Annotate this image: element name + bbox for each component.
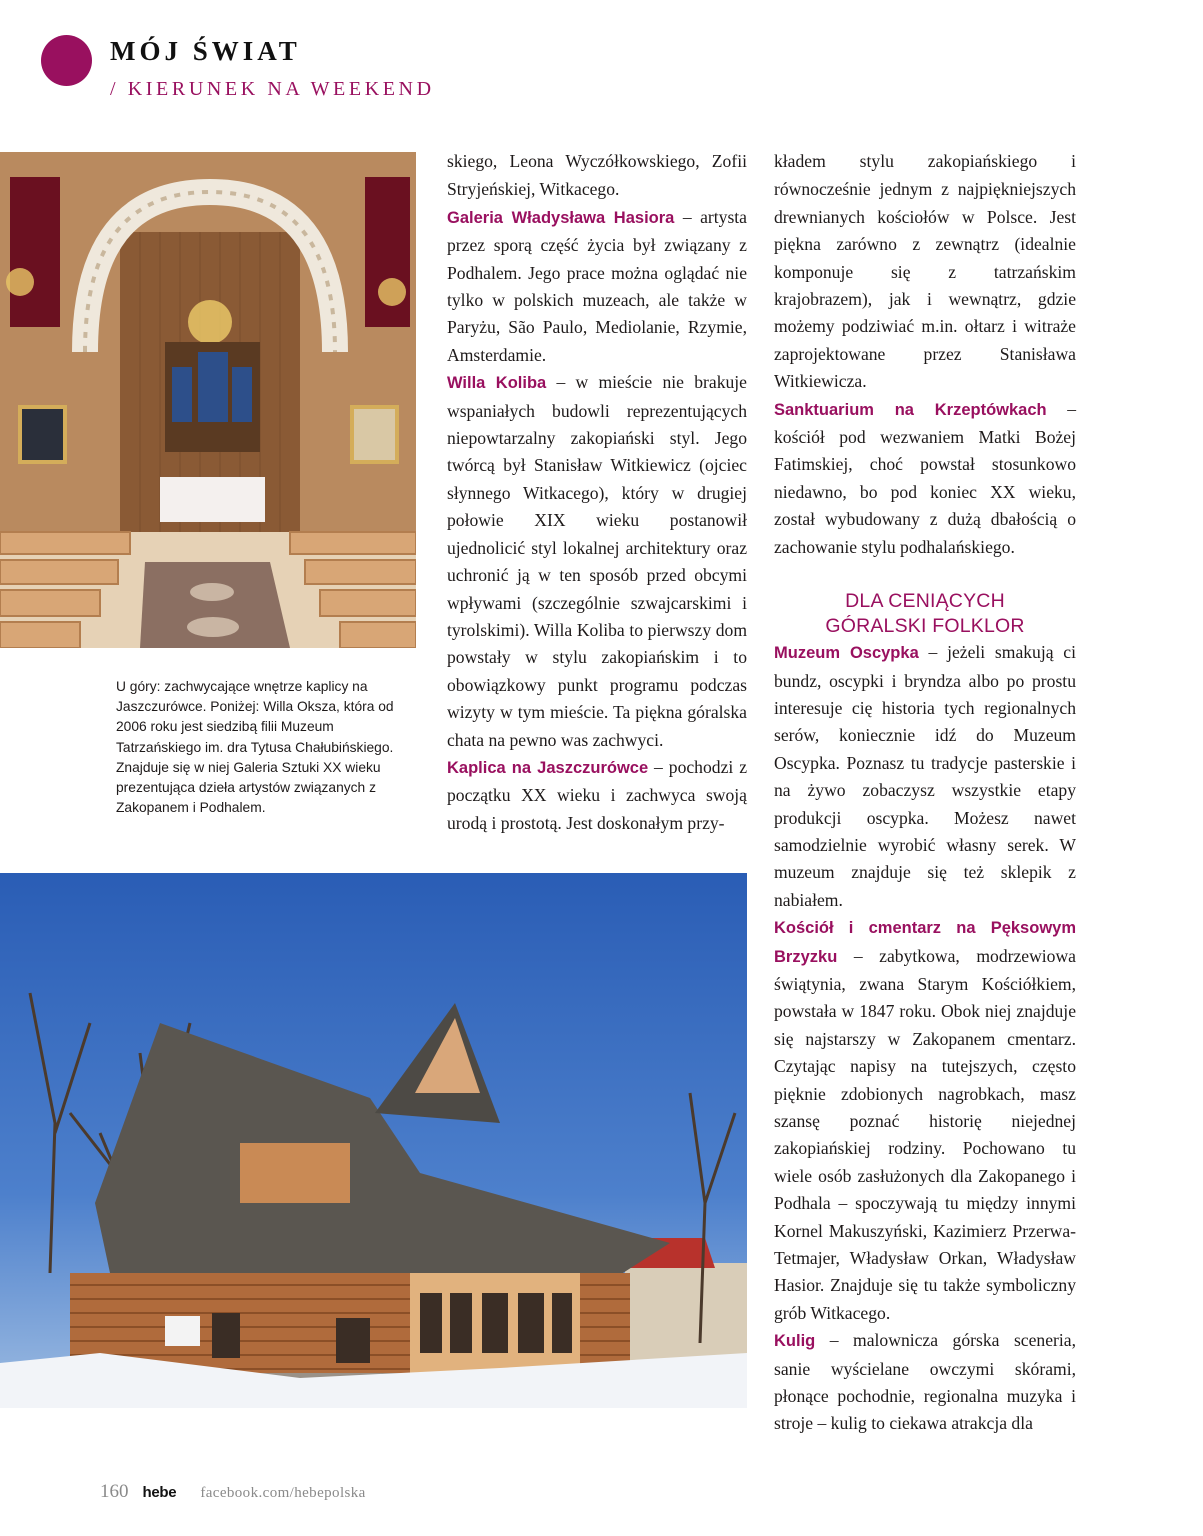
lead-sanktuarium: Sanktuarium na Krzeptówkach	[774, 400, 1047, 419]
lead-peksowy-brzyzek: Kościół i cmentarz na Pęksowym Brzyzku	[774, 919, 1076, 966]
paragraph: skiego, Leona Wyczółkowskiego, Zofii Stryjeńskiej, Witkacego.	[447, 151, 747, 200]
lead-kaplica-jaszczurowka: Kaplica na Jaszczurówce	[447, 758, 649, 777]
paragraph-kaplica: Kaplica na Jaszczurówce – pochodzi z początku XX wieku i zachwyca swoją urodą i prostotą. Jest doskonałym przy-	[447, 756, 747, 833]
paragraph-galeria-hasiora: Galeria Władysława Hasiora – artysta przez sporą część życia był związany z Podhalem. Jego prace można oglądać nie tylko w polskich muzeach, ale także w Paryżu, São Paulo, Mediolanie, Rzymie, Amsterdamie.	[447, 206, 747, 365]
photo-caption: U góry: zachwycające wnętrze kaplicy na Jaszczurówce. Poniżej: Willa Oksza, która od 2006 roku jest siedzibą filii Muzeum Tatrzańskiego im. dra Tytusa Chałubińskiego. Znajduje się w niej Galeria Sztuki XX wieku prezentująca dzieła artystów związanych z Zakopanem i Podhalem.	[116, 679, 394, 816]
paragraph-muzeum-oscypka: Muzeum Oscypka – jeżeli smakują ci bundz, oscypki i bryndza albo po prostu interesuje cię historia tych regionalnych serów, koniecznie idź do Muzeum Oscypka. Poznasz tu tradycje pasterskie i na żywo zobaczysz wszystkie etapy produkcji oscypka. Możesz nawet samodzielnie wyrobić własny serek. W muzeum znajduje się też sklepik z nabiałem.	[774, 642, 1076, 910]
subsection-title: / KIERUNEK NA WEEKEND	[110, 78, 435, 100]
article-column-middle	[447, 148, 747, 837]
section-title: MÓJ ŚWIAT	[110, 36, 301, 66]
lead-willa-koliba: Willa Koliba	[447, 374, 547, 393]
page-footer	[100, 1481, 366, 1503]
paragraph-peksowy-brzyzek: Kościół i cmentarz na Pęksowym Brzyzku – zabytkowa, modrzewiowa świątynia, zwana Starym Kościółkiem, powstała w 1847 roku. Obok niej znajduje się najstarszy w Zakopanem cmentarz. Czytając napisy na tutejszych, często pięknie zdobionych nagrobkach, masz szansę poznać historię niejednej zakopiańskiej rodziny. Pochowano tu wiele osób zasłużonych dla Zakopanego i Podhala – spoczywają tu między innymi Kornel Makuszyński, Kazimierz Przerwa-Tetmajer, Władysław Orkan, Władysław Hasior. Znajduje się tu także symboliczny grób Witkacego.	[774, 919, 1076, 1323]
paragraph: kładem stylu zakopiańskiego i równocześnie jednym z najpiękniejszych drewnianych kościołów w Polsce. Jest piękna zarówno z zewnątrz (idealnie komponuje się z tatrzańskim krajobrazem), jak i wewnątrz, gdzie możemy podziwiać m.in. ołtarz i witraże zaprojektowane przez Stanisława Witkiewicza.	[774, 151, 1076, 392]
brand-logo: hebe	[142, 1484, 177, 1501]
chapel-interior-photo	[0, 152, 416, 648]
section-marker-dot	[41, 35, 92, 86]
lead-kulig: Kulig	[774, 1332, 816, 1351]
lead-muzeum-oscypka: Muzeum Oscypka	[774, 644, 919, 663]
lead-galeria-hasiora: Galeria Władysława Hasiora	[447, 208, 675, 227]
paragraph-willa-koliba: Willa Koliba – w mieście nie brakuje wspaniałych budowli reprezentujących niepowtarzalny zakopiański styl. Jego twórcą był Stanisław Witkiewicz (ojciec słynnego Witkacego), który w drugiej połowie XIX wieku postanowił ujednolicić styl lokalnej architektury oraz uchronić ją w ten sposób przed obcymi wpływami (szczególnie szwajcarskimi i tyrolskimi). Willa Koliba to pierwszy dom powstały w stylu zakopiańskim i to obowiązkowy punkt programu podczas wizyty w tym mieście. Ta piękna góralska chata na pewno was zachwyci.	[447, 372, 747, 750]
paragraph-sanktuarium: Sanktuarium na Krzeptówkach – kościół pod wezwaniem Matki Bożej Fatimskiej, choć powstał stosunkowo niedawno, bo pod koniec XX wieku, został wybudowany z dużą dbałością o zachowanie stylu podhalańskiego.	[774, 398, 1076, 557]
section-heading: DLA CENIĄCYCH GÓRALSKI FOLKLOR	[825, 590, 1025, 638]
paragraph-kulig: Kulig – malownicza górska sceneria, sanie wyścielane owczymi skórami, płonące pochodnie, regionalna muzyka i stroje – kulig to ciekawa atrakcja dla	[774, 1330, 1076, 1434]
facebook-link[interactable]: facebook.com/hebepolska	[200, 1485, 366, 1501]
page-number: 160	[100, 1481, 129, 1502]
villa-oksza-photo	[0, 873, 747, 1408]
article-column-right	[774, 148, 1076, 1438]
